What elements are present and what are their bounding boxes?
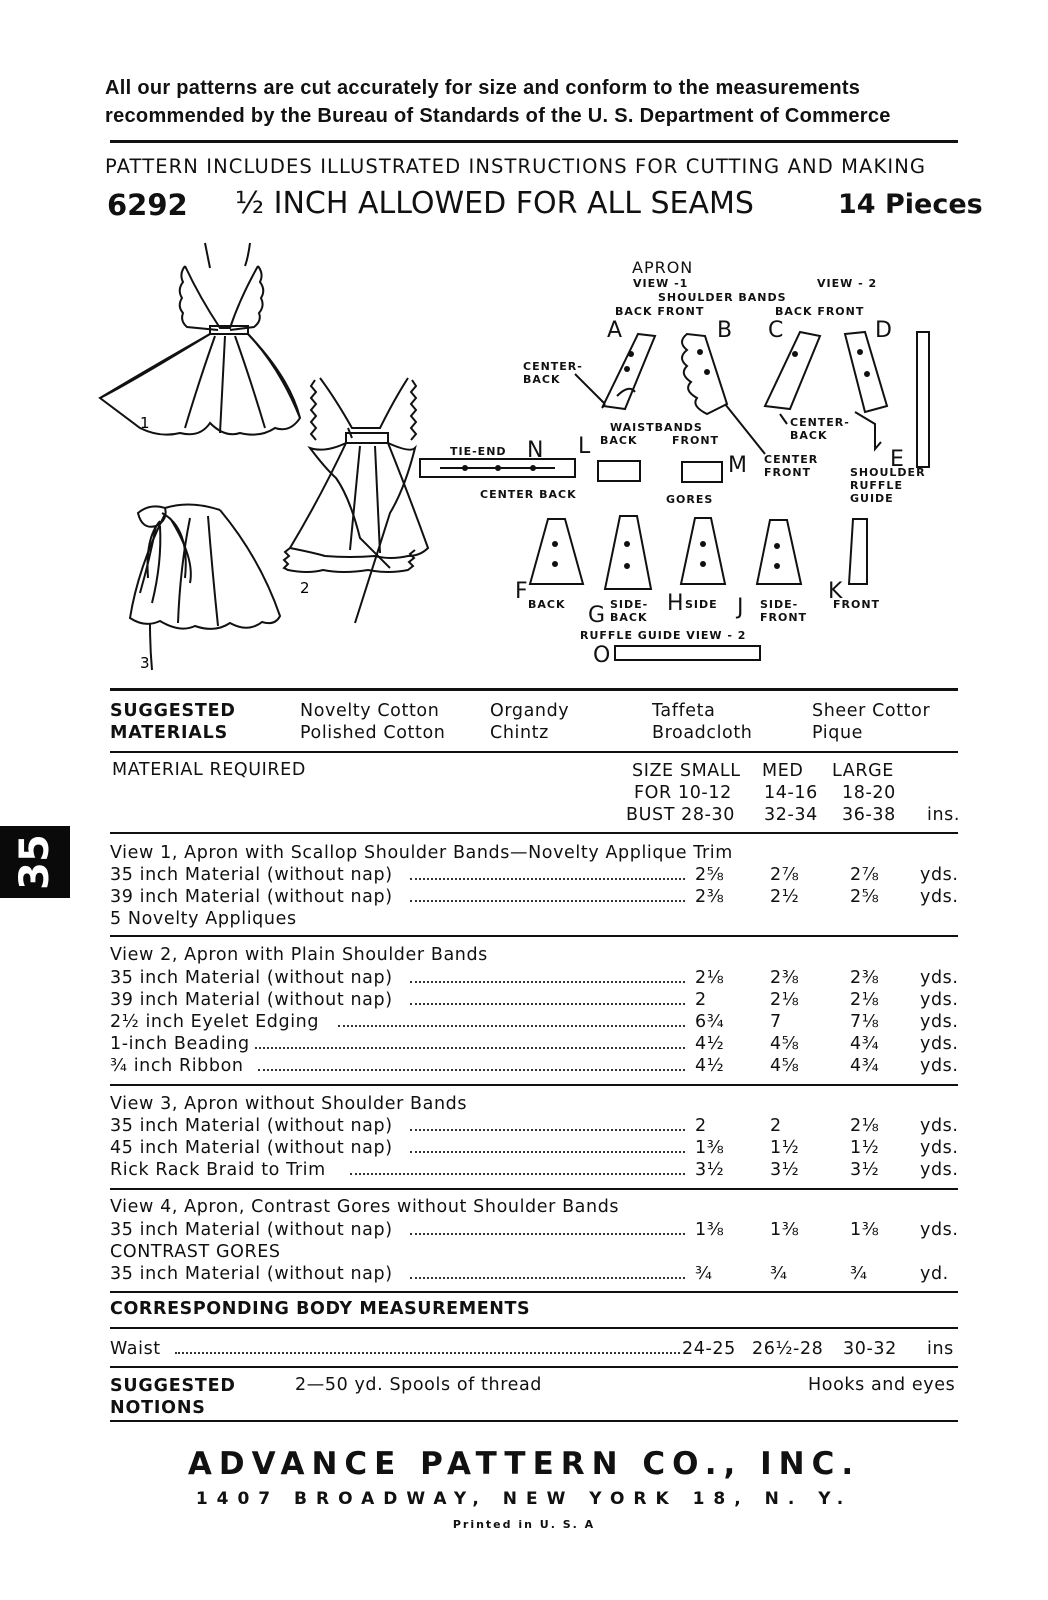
row-unit: yds. — [920, 1138, 959, 1158]
material-item: Sheer Cottor — [812, 701, 931, 721]
shoulder-ruffle-guide-label: SHOULDER RUFFLE GUIDE — [850, 466, 926, 505]
waistband-back-label: BACK — [600, 434, 638, 447]
piece-letter: G — [588, 603, 606, 628]
company-address: 1407 BROADWAY, NEW YORK 18, N. Y. — [195, 1489, 853, 1509]
instructions-note: PATTERN INCLUDES ILLUSTRATED INSTRUCTIONS FOR CUTTING AND MAKING — [105, 155, 927, 178]
row-item: 35 inch Material (without nap) — [110, 968, 393, 988]
row-value-small: 4½ — [695, 1056, 725, 1076]
table-row — [110, 1012, 960, 1034]
size-range: FOR 10-12 — [634, 783, 732, 803]
piece-letter: N — [527, 438, 544, 463]
material-item: Pique — [812, 723, 863, 743]
bust-range: 32-34 — [764, 805, 818, 825]
row-unit: yds. — [920, 1056, 959, 1076]
gores-label: GORES — [666, 493, 714, 506]
leader-dots — [410, 1233, 685, 1235]
waist-unit: ins — [927, 1339, 954, 1359]
divider — [110, 1291, 958, 1293]
row-item: 39 inch Material (without nap) — [110, 990, 393, 1010]
leader-dots — [410, 900, 685, 902]
piece-j — [757, 520, 801, 584]
bust-range: 36-38 — [842, 805, 896, 825]
materials-heading: SUGGESTED MATERIALS — [110, 701, 236, 743]
row-value-large: 2⅛ — [850, 990, 880, 1010]
waist-large: 30-32 — [843, 1339, 897, 1359]
piece-letter: O — [593, 643, 611, 668]
row-value-med: 2⅞ — [770, 865, 800, 885]
material-required-heading: MATERIAL REQUIRED — [112, 760, 306, 780]
view3-apron-drawing — [130, 504, 280, 670]
row-value-small: 1⅜ — [695, 1220, 725, 1240]
piece-letter: H — [667, 591, 684, 616]
leader-dots — [410, 1151, 685, 1153]
waist-med: 26½-28 — [752, 1339, 824, 1359]
piece-letter: J — [737, 595, 744, 620]
back-front-label: BACK FRONT — [775, 305, 865, 318]
waistband-front-label: FRONT — [672, 434, 720, 447]
piece-letter: D — [875, 318, 892, 343]
piece-a — [603, 334, 655, 409]
piece-k — [849, 519, 867, 584]
piece-e — [917, 332, 929, 467]
table-row — [110, 990, 960, 1012]
row-item: 2½ inch Eyelet Edging — [110, 1012, 320, 1032]
piece-letter: E — [890, 447, 904, 472]
view2-title: View 2, Apron with Plain Shoulder Bands — [110, 945, 488, 965]
view-number: 3 — [140, 654, 150, 672]
divider — [110, 1420, 958, 1422]
seam-text: INCH ALLOWED FOR ALL SEAMS — [273, 186, 754, 221]
row-unit: yds. — [920, 1034, 959, 1054]
size-range: 14-16 — [764, 783, 818, 803]
table-row — [110, 887, 960, 909]
row-value-small: 2⅛ — [695, 968, 725, 988]
piece-g — [605, 516, 651, 589]
leader-dots — [255, 1047, 685, 1049]
row-item: 45 inch Material (without nap) — [110, 1138, 393, 1158]
row-value-small: 2⅜ — [695, 887, 725, 907]
row-value-large: 7⅛ — [850, 1012, 880, 1032]
notion-thread: 2—50 yd. Spools of thread — [295, 1375, 543, 1395]
piece-o — [615, 646, 760, 660]
gore-side-label: SIDE — [685, 598, 718, 611]
piece-letter: L — [578, 434, 591, 459]
row-value-small: 6¾ — [695, 1012, 725, 1032]
row-value-med: 2½ — [770, 887, 800, 907]
piece-letter: M — [728, 453, 747, 478]
row-unit: yds. — [920, 1116, 959, 1136]
view3-title: View 3, Apron without Shoulder Bands — [110, 1094, 468, 1114]
divider — [110, 751, 958, 753]
row-value-large: 4¾ — [850, 1056, 880, 1076]
leader-dots — [410, 1003, 685, 1005]
materials-column — [812, 700, 930, 744]
table-row — [110, 1264, 960, 1286]
piece-l — [598, 461, 640, 481]
row-value-large: 2⅛ — [850, 1116, 880, 1136]
view2-label: VIEW - 2 — [817, 277, 878, 290]
table-row — [110, 1034, 960, 1056]
seam-fraction: ½ — [235, 186, 265, 221]
view1-label: VIEW -1 — [633, 277, 689, 290]
table-row — [110, 1220, 960, 1242]
view4-title: View 4, Apron, Contrast Gores without Shoulder Bands — [110, 1197, 620, 1217]
materials-column — [300, 700, 445, 744]
leader-dots — [410, 981, 685, 983]
piece-letter: A — [607, 318, 623, 343]
row-item: 35 inch Material (without nap) — [110, 1116, 393, 1136]
row-unit: yds. — [920, 887, 959, 907]
material-item: Taffeta — [652, 701, 716, 721]
view1-note: 5 Novelty Appliques — [110, 909, 297, 929]
divider — [110, 832, 958, 834]
row-value-small: 1⅜ — [695, 1138, 725, 1158]
row-value-med: 4⅝ — [770, 1056, 800, 1076]
center-back-label — [523, 360, 583, 386]
leader-dots — [338, 1025, 685, 1027]
piece-letter: C — [768, 318, 784, 343]
leader-dots — [175, 1352, 680, 1354]
piece-h — [681, 518, 725, 584]
bust-unit: ins. — [927, 805, 961, 825]
center-back-line: CENTER-BACK — [790, 416, 850, 442]
ruffle-guide-label: RUFFLE GUIDE VIEW - 2 — [580, 629, 747, 642]
row-value-small: 4½ — [695, 1034, 725, 1054]
tie-end-label: TIE-END — [450, 445, 507, 458]
bust-range: BUST 28-30 — [626, 805, 736, 825]
piece-b — [682, 334, 727, 414]
company-name: ADVANCE PATTERN CO., INC. — [187, 1446, 861, 1482]
material-item: Polished Cotton — [300, 723, 446, 743]
divider — [110, 1327, 958, 1329]
center-front-label: CENTER FRONT — [764, 453, 819, 479]
body-measurements-heading: CORRESPONDING BODY MEASUREMENTS — [110, 1299, 531, 1319]
apron-label: APRON — [632, 258, 694, 277]
row-unit: yds. — [920, 1012, 959, 1032]
table-row — [110, 1056, 960, 1078]
divider — [110, 688, 958, 691]
table-row — [110, 865, 960, 887]
row-item: 35 inch Material (without nap) — [110, 1220, 393, 1240]
divider — [110, 1084, 958, 1086]
row-value-med: 2⅛ — [770, 990, 800, 1010]
size-label: SIZE SMALL — [632, 761, 741, 781]
piece-count: 14 Pieces — [838, 189, 983, 220]
view-number: 2 — [300, 579, 310, 597]
view-number: 1 — [140, 414, 150, 432]
waistbands-label: WAISTBANDS — [610, 421, 703, 434]
page-tab-number: 35 — [11, 834, 58, 890]
leader-dots — [410, 1129, 685, 1131]
row-value-med: 7 — [770, 1012, 782, 1032]
row-item: 1-inch Beading — [110, 1034, 250, 1054]
material-item: Broadcloth — [652, 723, 753, 743]
row-value-med: 3½ — [770, 1160, 800, 1180]
row-item: 35 inch Material (without nap) — [110, 1264, 393, 1284]
row-value-med: 2⅜ — [770, 968, 800, 988]
center-back-line: CENTER-BACK — [523, 360, 583, 386]
row-value-small: 3½ — [695, 1160, 725, 1180]
divider — [110, 935, 958, 937]
size-table-header — [626, 760, 962, 826]
notion-hooks: Hooks and eyes — [808, 1375, 956, 1395]
row-value-large: 1⅜ — [850, 1220, 880, 1240]
notions-heading: SUGGESTED NOTIONS — [110, 1376, 236, 1418]
size-label: LARGE — [832, 761, 894, 781]
material-item: Novelty Cotton — [300, 701, 440, 721]
table-row — [110, 1116, 960, 1138]
page-tab — [0, 826, 70, 898]
table-row — [110, 1138, 960, 1160]
gore-side-front-label: SIDE-FRONT — [760, 598, 808, 624]
row-value-small: 2 — [695, 990, 707, 1010]
table-row — [110, 1160, 960, 1182]
row-unit: yds. — [920, 1220, 959, 1240]
row-item: ¾ inch Ribbon — [110, 1056, 244, 1076]
material-item: Organdy — [490, 701, 570, 721]
row-value-large: 2⅞ — [850, 865, 880, 885]
view1-title: View 1, Apron with Scallop Shoulder Bands—Novelty Applique Trim — [110, 843, 733, 863]
divider — [110, 140, 958, 143]
leader-dots — [410, 1277, 685, 1279]
piece-letter: K — [828, 579, 843, 604]
intro-statement: All our patterns are cut accurately for size and conform to the measurements recommended by the Bureau of Standards of the U. S. Department of Commerce — [105, 77, 891, 127]
row-value-med: 1⅜ — [770, 1220, 800, 1240]
gore-front-label: FRONT — [833, 598, 881, 611]
row-unit: yds. — [920, 990, 959, 1010]
row-value-med: 4⅝ — [770, 1034, 800, 1054]
center-back-label-2 — [790, 416, 850, 442]
row-item: Waist — [110, 1339, 161, 1359]
row-value-small: 2 — [695, 1116, 707, 1136]
table-row — [110, 1339, 960, 1361]
row-value-large: 3½ — [850, 1160, 880, 1180]
row-item: 39 inch Material (without nap) — [110, 887, 393, 907]
row-value-large: 4¾ — [850, 1034, 880, 1054]
row-value-large: 1½ — [850, 1138, 880, 1158]
row-value-large: ¾ — [850, 1264, 868, 1284]
row-value-small: 2⅝ — [695, 865, 725, 885]
row-value-small: ¾ — [695, 1264, 713, 1284]
materials-column — [490, 700, 569, 744]
row-unit: yds. — [920, 865, 959, 885]
contrast-gores-heading: CONTRAST GORES — [110, 1242, 281, 1262]
seam-allowance — [235, 186, 754, 221]
piece-f — [530, 519, 583, 584]
row-unit: yd. — [920, 1264, 949, 1284]
view1-apron-drawing — [100, 243, 300, 435]
materials-column — [652, 700, 753, 744]
back-front-label: BACK FRONT — [615, 305, 705, 318]
piece-c — [765, 332, 820, 409]
row-value-med: ¾ — [770, 1264, 788, 1284]
gore-side-back-label: SIDE-BACK — [610, 598, 649, 624]
pattern-number: 6292 — [107, 188, 188, 222]
piece-m — [682, 462, 722, 482]
printed-note: Printed in U. S. A — [452, 1518, 596, 1531]
piece-letter: B — [717, 318, 733, 343]
gore-back-label: BACK — [528, 598, 566, 611]
divider — [110, 1188, 958, 1190]
leader-dots — [410, 878, 685, 880]
row-value-med: 1½ — [770, 1138, 800, 1158]
material-item: Chintz — [490, 723, 549, 743]
row-item: 35 inch Material (without nap) — [110, 865, 393, 885]
pattern-pieces-diagram — [415, 254, 960, 674]
center-back-label-3: CENTER BACK — [480, 488, 577, 501]
size-range: 18-20 — [842, 783, 896, 803]
leader-dots — [258, 1069, 685, 1071]
waist-small: 24-25 — [682, 1339, 736, 1359]
row-item: Rick Rack Braid to Trim — [110, 1160, 326, 1180]
piece-letter: F — [515, 579, 528, 604]
shoulder-bands-label: SHOULDER BANDS — [658, 291, 787, 304]
size-label: MED — [762, 761, 804, 781]
row-value-large: 2⅜ — [850, 968, 880, 988]
row-value-large: 2⅝ — [850, 887, 880, 907]
row-unit: yds. — [920, 1160, 959, 1180]
table-row — [110, 968, 960, 990]
divider — [110, 1366, 958, 1368]
row-unit: yds. — [920, 968, 959, 988]
leader-dots — [350, 1173, 685, 1175]
row-value-med: 2 — [770, 1116, 782, 1136]
